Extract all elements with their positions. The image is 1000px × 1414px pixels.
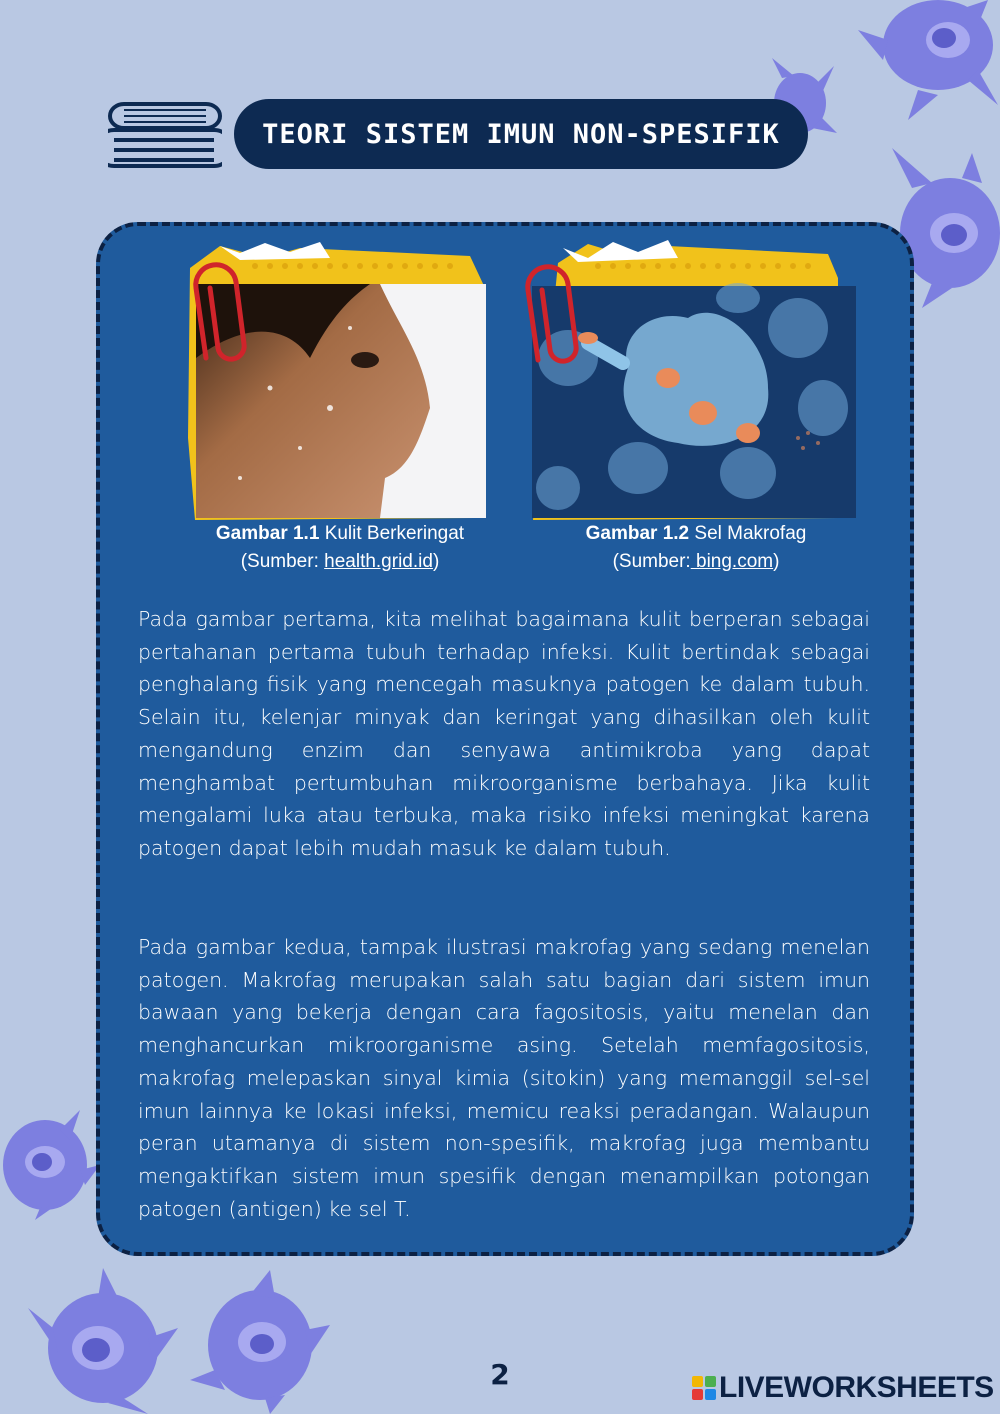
page-title: TEORI SISTEM IMUN NON-SPESIFIK: [234, 99, 808, 169]
liveworksheets-logo-icon: [692, 1376, 716, 1400]
microbe-icon: [190, 1270, 330, 1414]
figure-2-title: Sel Makrofag: [694, 523, 807, 544]
figure-2-caption: [536, 520, 856, 576]
figure-1-source-link[interactable]: health.grid.id: [324, 551, 433, 572]
paragraph-2: Pada gambar kedua, tampak ilustrasi makrofag yang sedang menelan patogen. Makrofag merupakan salah satu bagian dari sistem imun bawaan yang bekerja dengan cara fagositosis, yaitu menelan dan menghancurkan mikroorganisme asing. Setelah memfagositosis, makrofag melepaskan sinyal kimia (sitokin) yang memanggil sel-sel imun lainnya ke lokasi infeksi, memicu reaksi peradangan. Walaupun peran utamanya di sistem non-spesifik, makrofag juga membantu mengaktifkan sistem imun spesifik dengan menampilkan potongan patogen (antigen) ke sel T.: [138, 935, 870, 1221]
figure-2: [518, 238, 863, 523]
paperclip-icon: [520, 250, 580, 380]
microbe-icon: [0, 1110, 100, 1220]
figure-1: [180, 238, 500, 523]
figure-2-label: Gambar 1.2: [585, 523, 690, 544]
book-stack-icon: [108, 100, 222, 172]
microbe-icon: [858, 0, 1000, 120]
page-number: 2: [490, 1358, 510, 1391]
brand-name: LIVEWORKSHEETS: [719, 1371, 994, 1404]
figure-1-source-suffix: ): [432, 551, 440, 572]
figure-1-label: Gambar 1.1: [215, 523, 320, 544]
figure-1-caption: [180, 520, 500, 576]
microbe-icon: [28, 1268, 178, 1414]
figure-1-source-prefix: (Sumber:: [240, 551, 325, 572]
figure-1-title: Kulit Berkeringat: [324, 523, 465, 544]
paragraph-1: Pada gambar pertama, kita melihat bagaimana kulit berperan sebagai pertahanan pertama tubuh terhadap infeksi. Kulit bertindak sebagai penghalang fisik yang mencegah masuknya patogen ke dalam tubuh. Selain itu, kelenjar minyak dan keringat yang dihasilkan oleh kulit mengandung enzim dan senyawa antimikroba yang dapat menghambat pertumbuhan mikroorganisme berbahaya. Jika kulit mengalami luka atau terbuka, maka risiko infeksi meningkat karena patogen dapat lebih mudah masuk ke dalam tubuh.: [138, 607, 870, 860]
figure-2-source-prefix: (Sumber:: [612, 551, 691, 572]
paperclip-icon: [188, 248, 248, 378]
brand-watermark: [692, 1370, 994, 1406]
figure-2-source-suffix: ): [773, 551, 780, 572]
figure-2-source-link[interactable]: bing.com: [690, 551, 774, 572]
